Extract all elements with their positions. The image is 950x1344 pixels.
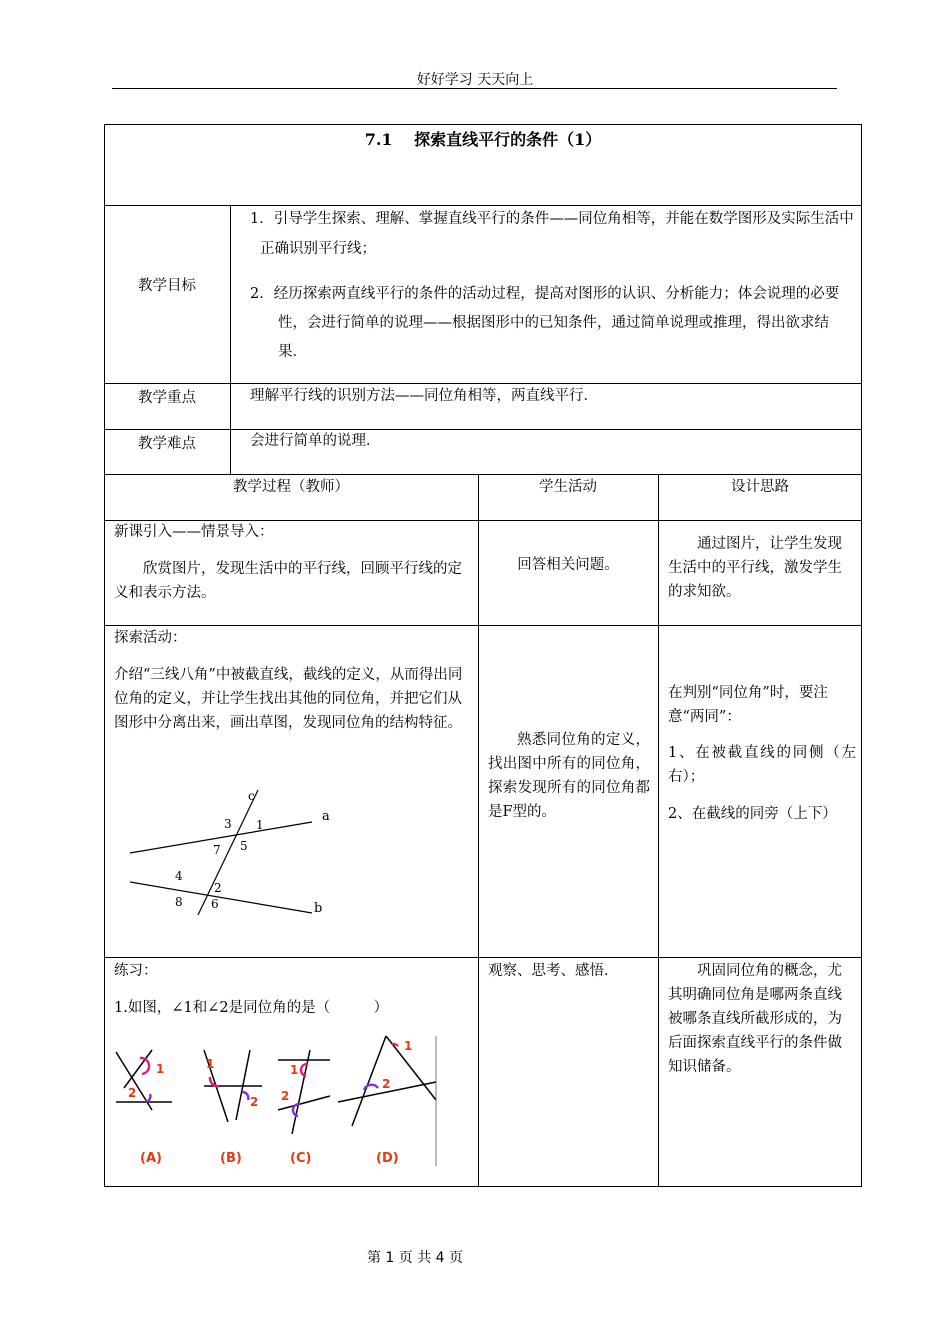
objective-item-2: 2．经历探索两直线平行的条件的活动过程，提高对图形的认识、分析能力；体会说理的必要性，会进行简单的说理——根据图形中的已知条件，通过简单说理或推理，得出欲求结果． xyxy=(250,286,840,360)
line-a xyxy=(130,822,312,853)
intro-design: 通过图片，让学生发现生活中的平行线，激发学生的求知欲。 xyxy=(668,536,842,600)
intro-text: 欣赏图片，发现生活中的平行线，回顾平行线的定义和表示方法。 xyxy=(114,561,462,601)
option-d-figure xyxy=(338,1036,436,1166)
option-d-label: (D) xyxy=(376,1151,399,1166)
page-footer: 第 1 页 共 4 页 xyxy=(366,1250,464,1266)
key-point-text: 理解平行线的识别方法——同位角相等，两直线平行． xyxy=(250,388,598,404)
explore-design-point-2: 2、在截线的同旁（上下） xyxy=(668,806,837,822)
lesson-title: 7.1 探索直线平行的条件（1） xyxy=(364,130,602,149)
angle-2-label: 2 xyxy=(281,1089,290,1103)
label-c: c xyxy=(248,789,255,803)
angle-2-label: 2 xyxy=(128,1086,137,1100)
intro-heading: 新课引入——情景导入： xyxy=(114,524,274,540)
column-header-student: 学生活动 xyxy=(539,479,597,495)
option-a-label: (A) xyxy=(140,1151,162,1166)
angle-1-label: 1 xyxy=(404,1039,413,1053)
practice-options-figure xyxy=(110,1030,440,1170)
intro-student: 回答相关问题。 xyxy=(517,557,619,573)
col-divider xyxy=(230,205,231,474)
angle-label-3: 3 xyxy=(224,817,232,831)
option-b-figure xyxy=(204,1050,262,1166)
option-c-figure xyxy=(278,1050,330,1166)
column-header-process: 教学过程（教师） xyxy=(233,479,349,495)
angle-2-label: 2 xyxy=(250,1095,259,1109)
key-point-label: 教学重点 xyxy=(138,390,196,406)
option-b-label: (B) xyxy=(220,1151,242,1166)
objective-item-1: 1．引导学生探索、理解、掌握直线平行的条件——同位角相等，并能在数学图形及实际生活中正确识别平行线； xyxy=(250,211,854,257)
col-divider xyxy=(478,474,479,1187)
angle-1-label: 1 xyxy=(290,1063,299,1077)
angle-label-5: 5 xyxy=(240,839,248,853)
angle-2-arc xyxy=(146,1094,150,1102)
row-divider xyxy=(104,957,862,958)
angle-label-8: 8 xyxy=(175,895,183,909)
angle-1-label: 1 xyxy=(206,1057,215,1071)
explore-text: 介绍“三线八角”中被截直线，截线的定义，从而得出同位角的定义，并让学生找出其他的同位角，并把它们从图形中分离出来，画出草图，发现同位角的结构特征。 xyxy=(114,667,463,731)
angle-label-2: 2 xyxy=(214,881,222,895)
explore-design-point-1: 1、在被截直线的同侧（左右）； xyxy=(668,745,856,785)
explore-design-intro: 在判别“同位角”时，要注意“两同”： xyxy=(668,685,828,725)
angle-label-4: 4 xyxy=(175,869,183,883)
objectives-label: 教学目标 xyxy=(138,278,196,294)
angle-label-1: 1 xyxy=(256,818,264,832)
angle-1-label: 1 xyxy=(156,1062,165,1076)
practice-heading: 练习： xyxy=(114,963,158,979)
difficulty-text: 会进行简单的说理． xyxy=(250,433,381,449)
option-a-figure xyxy=(116,1050,172,1166)
difficulty-label: 教学难点 xyxy=(138,436,196,452)
explore-heading: 探索活动： xyxy=(114,630,187,646)
header-rule xyxy=(112,88,837,89)
angle-label-6: 6 xyxy=(211,897,219,911)
practice-student: 观察、思考、感悟． xyxy=(488,963,619,979)
angle-2-arc xyxy=(242,1092,248,1100)
line-c xyxy=(198,790,258,915)
three-lines-eight-angles-figure xyxy=(120,780,340,920)
explore-student: 熟悉同位角的定义，找出图中所有的同位角，探索发现所有的同位角都是F型的。 xyxy=(488,732,650,820)
angle-label-7: 7 xyxy=(213,843,221,857)
label-b: b xyxy=(314,901,323,916)
practice-question: 1.如图，∠1和∠2是同位角的是（ ） xyxy=(114,1000,389,1016)
column-header-design: 设计思路 xyxy=(731,479,789,495)
angle-2-label: 2 xyxy=(382,1077,391,1091)
practice-design: 巩固同位角的概念，尤其明确同位角是哪两条直线被哪条直线所截形成的，为后面探索直线平行的条件做知识储备。 xyxy=(668,963,842,1075)
page-header: 好好学习 天天向上 xyxy=(416,72,534,88)
label-a: a xyxy=(322,809,330,824)
option-c-label: (C) xyxy=(290,1151,312,1166)
col-divider xyxy=(658,474,659,1187)
